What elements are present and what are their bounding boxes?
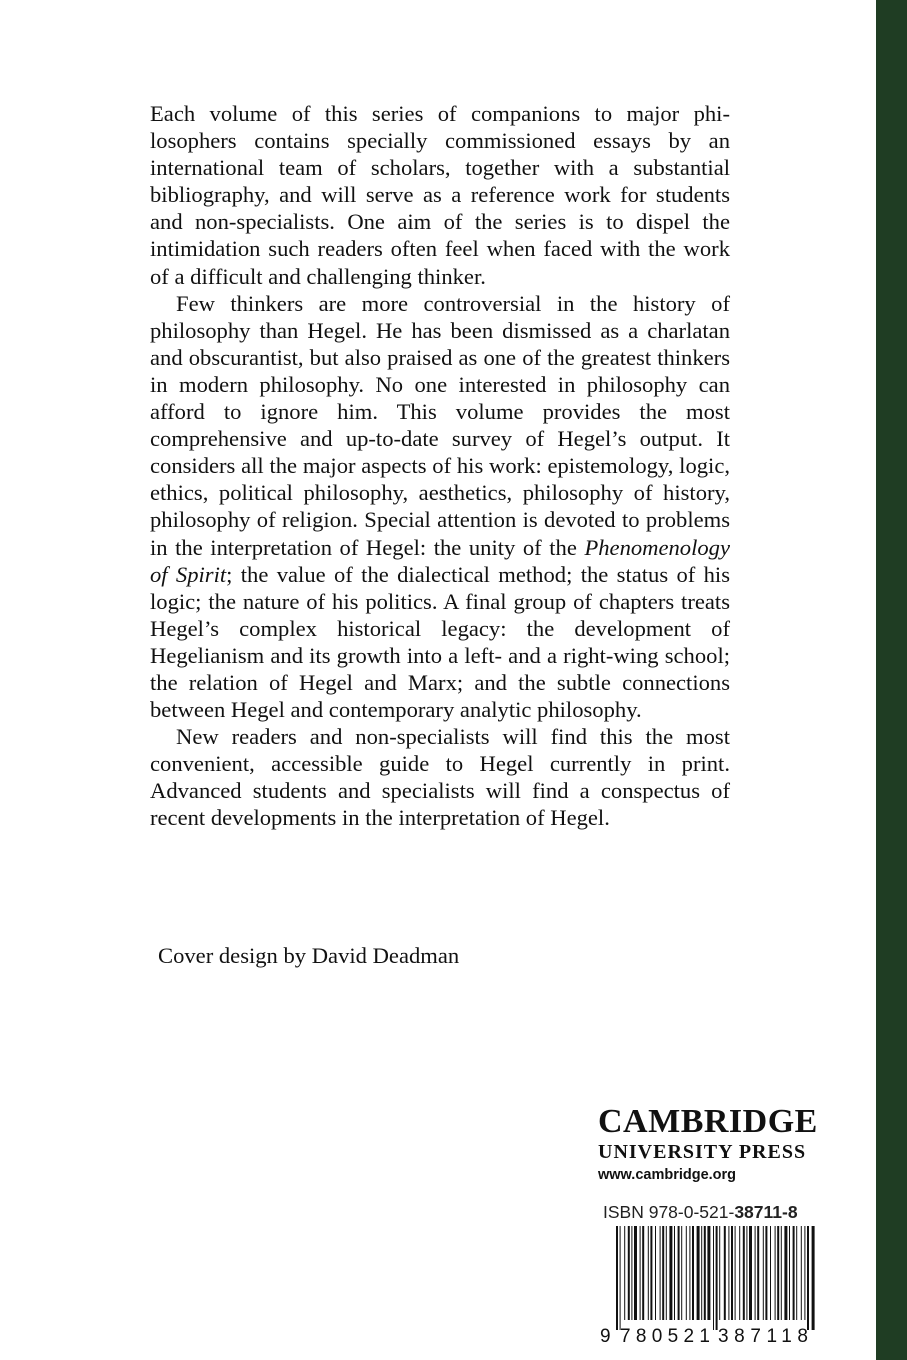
barcode-bar	[777, 1226, 779, 1320]
barcode-bar	[763, 1226, 764, 1320]
barcode-bar	[701, 1226, 702, 1320]
barcode-bar	[620, 1226, 621, 1330]
barcode-bar	[660, 1226, 661, 1320]
back-cover-blurb	[150, 100, 730, 832]
isbn-label	[603, 1202, 798, 1222]
barcode-bars	[616, 1226, 815, 1330]
barcode-bar	[807, 1226, 809, 1330]
barcode-bar	[686, 1226, 687, 1320]
barcode-bar	[775, 1226, 776, 1320]
barcode-digits-right: 387118	[718, 1326, 808, 1346]
barcode-bar	[681, 1226, 682, 1320]
barcode-bar	[648, 1226, 649, 1320]
barcode-bar	[781, 1226, 782, 1320]
barcode-bar	[731, 1226, 733, 1320]
barcode-bar	[796, 1226, 797, 1320]
barcode-bar	[713, 1226, 714, 1330]
publisher-name: CAMBRIDGE	[598, 1103, 818, 1140]
barcode-bar	[728, 1226, 729, 1320]
barcode-bar	[674, 1226, 675, 1320]
barcode-bar	[616, 1226, 618, 1330]
barcode-bar	[704, 1226, 706, 1320]
barcode-bar	[707, 1226, 710, 1320]
barcode-bar	[743, 1226, 745, 1320]
barcode-lead-digit: 9	[600, 1326, 611, 1346]
barcode-bar	[650, 1226, 652, 1320]
barcode-bar	[662, 1226, 664, 1320]
barcode-bar	[634, 1226, 637, 1320]
barcode-bar	[801, 1226, 802, 1320]
blurb-paragraph-2-part-1: Few thinkers are more controversial in the history of philosophy than Hegel. He has been dismissed as a charlatan and obscurantist, but also praised as one of the greatest thinkers in modern philosophy. No one interested in philosophy can afford to ignore him. This volume provides the most comprehensive and up-to-date survey of Hegel’s output. It considers all the major aspects of his work: epistemology, logic, ethics, political philosophy, aesthetics, philosophy of history, philosophy of religion. Special attention is devoted to problems in the interpretation of Hegel: the unity of the	[150, 290, 730, 560]
barcode-bar	[642, 1226, 644, 1320]
blurb-paragraph-2-part-2: ; the value of the dialectical method; the status of his logic; the nature of his politics. A final group of chapters treats Hegel’s complex historical legacy: the development of Hegelianism and its growth into a left- and a right-wing school; the relation of Hegel and Marx; and the subtle connections between Hegel and contemporary analytic philosophy.	[150, 561, 730, 723]
barcode-bar	[746, 1226, 747, 1320]
barcode-bar	[678, 1226, 680, 1320]
barcode-bar	[765, 1226, 767, 1320]
barcode-bar	[770, 1226, 771, 1320]
barcode-bar	[789, 1226, 790, 1320]
blurb-paragraph-2	[150, 290, 730, 724]
barcode-bar	[624, 1226, 625, 1320]
barcode-bar	[719, 1226, 720, 1320]
cover-design-credit: Cover design by David Deadman	[158, 943, 460, 968]
isbn-suffix: 38711-8	[734, 1202, 798, 1222]
barcode-bar	[724, 1226, 726, 1320]
barcode-bar	[757, 1226, 759, 1320]
barcode-bar	[716, 1226, 718, 1330]
spine-strip	[876, 0, 907, 1360]
barcode-bar	[697, 1226, 700, 1320]
publisher-url: www.cambridge.org	[598, 1167, 737, 1183]
book-title-reference: Phenomenology of Spirit	[150, 534, 730, 587]
barcode-bar	[735, 1226, 736, 1320]
barcode-bar	[689, 1226, 690, 1320]
barcode-bar	[793, 1226, 795, 1320]
barcode-bar	[640, 1226, 641, 1320]
barcode-bar	[784, 1226, 787, 1320]
barcode-bar	[692, 1226, 694, 1320]
barcode-digits-left: 780521	[620, 1326, 710, 1346]
publisher-logo	[598, 1104, 838, 1186]
blurb-paragraph-3: New readers and non-specialists will find this the most convenient, accessible guide to Hegel currently in print. Advanced students and specialists will find a conspectus of recent developments in the interpretation of Hegel.	[150, 724, 730, 831]
barcode	[598, 1226, 824, 1346]
barcode-bar	[755, 1226, 756, 1320]
barcode-bar	[812, 1226, 815, 1330]
barcode-bar	[749, 1226, 752, 1320]
barcode-bar	[669, 1226, 672, 1320]
barcode-bar	[628, 1226, 630, 1320]
publisher-subtitle: UNIVERSITY PRESS	[598, 1141, 807, 1163]
isbn-prefix: ISBN 978-0-521-	[603, 1202, 735, 1222]
barcode-bar	[631, 1226, 632, 1320]
barcode-bar	[804, 1226, 805, 1320]
barcode-bar	[739, 1226, 740, 1320]
barcode-bar	[655, 1226, 656, 1320]
blurb-paragraph-1: Each volume of this series of companions to major philosophers contains specially commissioned essays by an international team of scholars, together with a substantial bibliography, and will serve as a reference work for students and non-specialists. One aim of the series is to dispel the intimidation such readers often feel when faced with the work of a difficult and challenging thinker.	[150, 101, 730, 289]
barcode-bar	[666, 1226, 667, 1320]
